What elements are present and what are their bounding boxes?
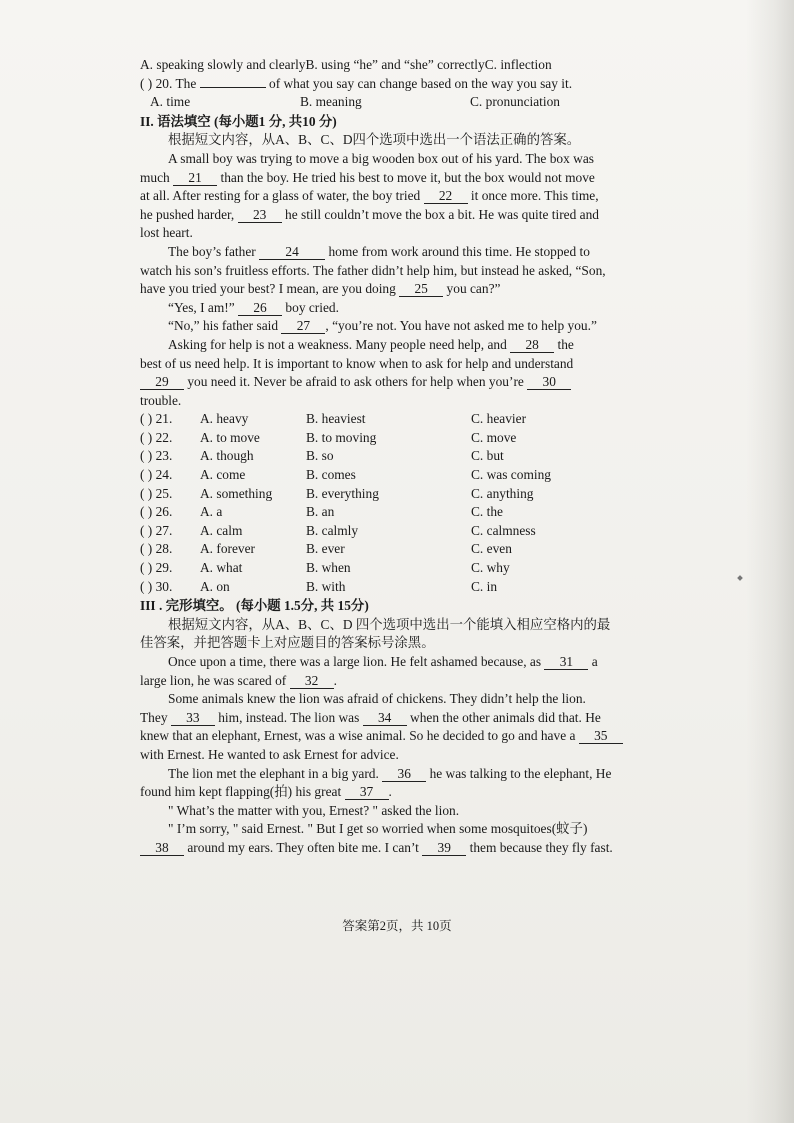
section-3-instruction: 根据短文内容，从A、B、C、D 四个选项中选出一个能填入相应空格内的最: [168, 616, 611, 632]
question-option-b: B. ever: [306, 541, 345, 557]
question-option-a: A. what: [200, 560, 243, 576]
blank-24: 24: [259, 244, 325, 260]
question-row: [140, 485, 638, 504]
question-row: [140, 410, 638, 429]
question-option-b: B. when: [306, 560, 351, 576]
blank-31: 31: [544, 654, 588, 670]
blank-26: 26: [238, 300, 282, 316]
blank-36: 36: [382, 766, 426, 782]
question-row: [140, 522, 638, 541]
question-option-c: C. even: [471, 541, 512, 557]
question-number: ( ) 21.: [140, 411, 173, 427]
scan-speck: [737, 575, 743, 581]
blank-28: 28: [510, 337, 554, 353]
question-number: ( ) 27.: [140, 522, 173, 538]
blank-22: 22: [424, 188, 468, 204]
section-2-title: II. 语法填空 (每小题1 分, 共10 分): [140, 113, 337, 129]
question-number: ( ) 22.: [140, 429, 173, 445]
question-option-b: B. to moving: [306, 429, 377, 445]
question-option-c: C. move: [471, 429, 517, 445]
question-row: [140, 578, 638, 597]
passage-line: have you tried your best? I mean, are you doing 25 you can?”: [140, 281, 501, 297]
passage-line: “No,” his father said 27 , “you’re not. You have not asked me to help you.”: [168, 318, 597, 334]
passage-line: 29 you need it. Never be afraid to ask others for help when you’re 30: [140, 373, 638, 392]
passage-line: large lion, he was scared of 32 .: [140, 672, 337, 688]
passage-line: Some animals knew the lion was afraid of chickens. They didn’t help the lion.: [168, 691, 586, 707]
passage-line: A small boy was trying to move a big wooden box out of his yard. The box was: [168, 150, 594, 166]
question-number: ( ) 23.: [140, 448, 173, 464]
section-3-title: III . 完形填空。 (每小题 1.5分, 共 15分): [140, 598, 369, 614]
passage-line: with Ernest. He wanted to ask Ernest for advice.: [140, 746, 399, 762]
question-option-a: A. to move: [200, 429, 260, 445]
passage-line: at all. After resting for a glass of water, the boy tried 22 it once more. This time,: [140, 188, 599, 204]
passage-line: best of us need help. It is important to know when to ask for help and understand: [140, 355, 574, 371]
question-option-b: B. everything: [306, 485, 379, 501]
blank-37: 37: [345, 784, 389, 800]
blank-23: 23: [238, 207, 282, 223]
section-2-instruction: 根据短文内容，从A、B、C、D四个选项中选出一个语法正确的答案。: [168, 132, 581, 148]
passage-line: much 21 than the boy. He tried his best to move it, but the box would not move: [140, 169, 595, 185]
question-number: ( ) 30.: [140, 578, 173, 594]
question-row: [140, 503, 638, 522]
question-row: [140, 466, 638, 485]
question-option-c: C. was coming: [471, 467, 551, 483]
question-option-b: B. an: [306, 504, 335, 520]
question-option-b: B. calmly: [306, 522, 359, 538]
question-number: ( ) 25.: [140, 485, 173, 501]
passage-line: found him kept flapping(拍) his great 37 .: [140, 784, 392, 800]
passage-line: 38 around my ears. They often bite me. I can’t 39 them because they fly fast.: [140, 839, 638, 858]
passage-line: lost heart.: [140, 225, 193, 241]
question-option-c: C. in: [471, 578, 498, 594]
blank-35: 35: [579, 728, 623, 744]
question-option-b: B. heaviest: [306, 411, 366, 427]
question-option-b: B. so: [306, 448, 334, 464]
page-content: [140, 56, 638, 858]
blank-34: 34: [363, 710, 407, 726]
question-number: ( ) 26.: [140, 504, 173, 520]
passage-line: " What’s the matter with you, Ernest? " asked the lion.: [168, 802, 460, 818]
q20-options: A. time B. meaning C. pronunciation: [150, 94, 561, 110]
question-row: [140, 559, 638, 578]
blank-29: 29: [140, 374, 184, 390]
blank-25: 25: [399, 281, 443, 297]
passage-line: Asking for help is not a weakness. Many people need help, and 28 the: [168, 336, 574, 352]
passage-line: watch his son’s fruitless efforts. The father didn’t help him, but instead he asked, “Son,: [140, 262, 606, 278]
question-number: ( ) 29.: [140, 560, 173, 576]
question-number: ( ) 28.: [140, 541, 173, 557]
passage-line: trouble.: [140, 392, 182, 408]
question-option-a: A. on: [200, 578, 230, 594]
passage-line: They 33 him, instead. The lion was 34 when the other animals did that. He: [140, 709, 601, 725]
passage-line: he pushed harder, 23 he still couldn’t move the box a bit. He was quite tired and: [140, 206, 599, 222]
question-option-c: C. calmness: [471, 522, 536, 538]
question-list: [140, 410, 638, 596]
blank-33: 33: [171, 710, 215, 726]
blank-21: 21: [173, 170, 217, 186]
q20-stem: ( ) 20. The of what you say can change based on the way you say it.: [140, 75, 573, 91]
passage-line: “Yes, I am!” 26 boy cried.: [168, 299, 339, 315]
question-option-c: C. heavier: [471, 411, 527, 427]
question-option-c: C. but: [471, 448, 504, 464]
question-option-c: C. the: [471, 504, 503, 520]
question-option-a: A. something: [200, 485, 273, 501]
answer-blank: [200, 87, 266, 88]
passage-line: " I’m sorry, " said Ernest. " But I get so worried when some mosquitoes(蚊子): [168, 821, 588, 837]
question-option-a: A. forever: [200, 541, 256, 557]
question-option-a: A. calm: [200, 522, 243, 538]
question-option-c: C. why: [471, 560, 510, 576]
question-row: [140, 429, 638, 448]
blank-38: 38: [140, 840, 184, 856]
question-row: [140, 447, 638, 466]
blank-32: 32: [290, 673, 334, 689]
passage-line: knew that an elephant, Ernest, was a wise animal. So he decided to go and have a 35: [140, 727, 638, 746]
section-3-instruction: 佳答案，并把答题卡上对应题目的答案标号涂黑。: [140, 635, 435, 651]
question-number: ( ) 24.: [140, 467, 173, 483]
question-row: [140, 540, 638, 559]
question-option-b: B. with: [306, 578, 346, 594]
question-option-a: A. though: [200, 448, 254, 464]
passage-line: The lion met the elephant in a big yard. 36 he was talking to the elephant, He: [168, 765, 612, 781]
blank-27: 27: [281, 318, 325, 334]
question-option-a: A. come: [200, 467, 246, 483]
q19-options: A. speaking slowly and clearlyB. using “he” and “she” correctlyC. inflection: [140, 57, 552, 72]
question-option-c: C. anything: [471, 485, 534, 501]
question-option-a: A. heavy: [200, 411, 249, 427]
question-option-b: B. comes: [306, 467, 356, 483]
blank-30: 30: [527, 374, 571, 390]
scan-shadow: [746, 0, 794, 1123]
passage-line: The boy’s father 24 home from work around this time. He stopped to: [168, 243, 590, 259]
passage-line: Once upon a time, there was a large lion. He felt ashamed because, as 31 a: [168, 654, 598, 669]
blank-39: 39: [422, 840, 466, 856]
page-footer: 答案第2页，共 10页: [342, 919, 452, 933]
question-option-a: A. a: [200, 504, 223, 520]
